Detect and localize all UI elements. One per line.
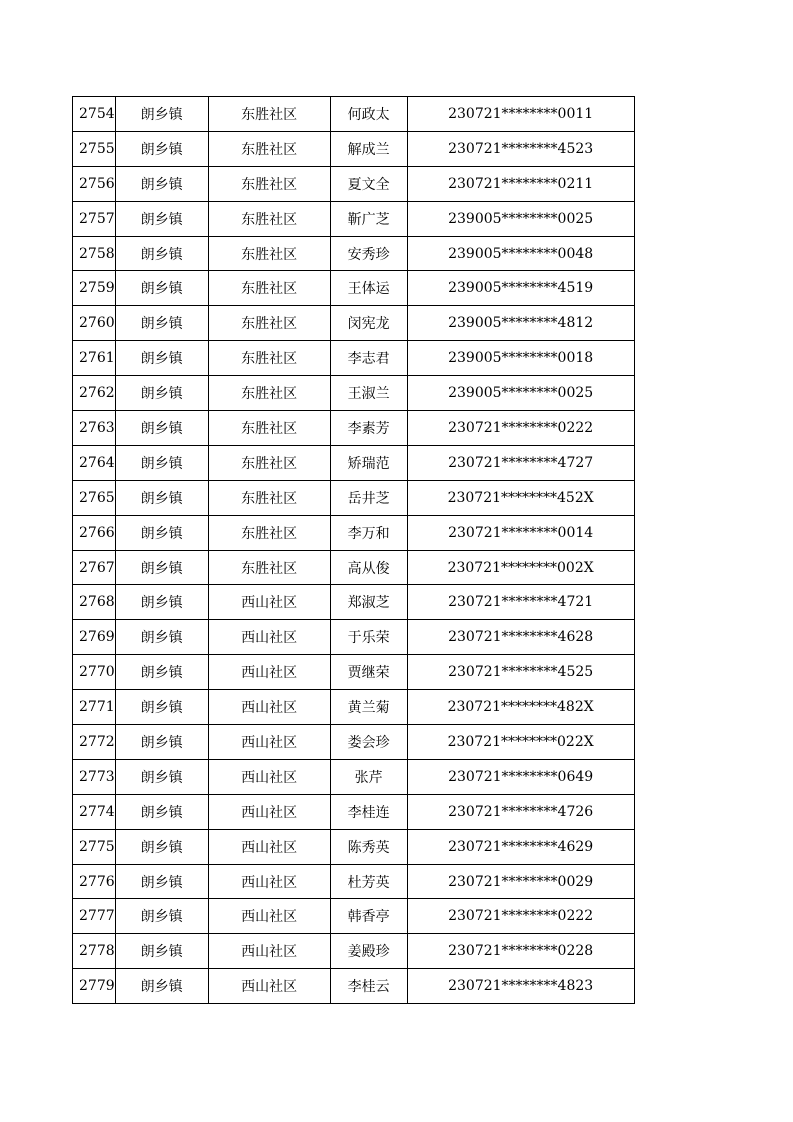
- row-number: 2758: [73, 236, 116, 271]
- table-row: [73, 759, 635, 794]
- community-cell: 东胜社区: [208, 341, 330, 376]
- row-number: 2779: [73, 969, 116, 1004]
- name-cell: 李桂连: [330, 794, 407, 829]
- name-cell: 黄兰菊: [330, 690, 407, 725]
- table-row: [73, 341, 635, 376]
- table-row: [73, 725, 635, 760]
- id-number-cell: 239005********0025: [407, 376, 634, 411]
- town-cell: 朗乡镇: [115, 480, 208, 515]
- community-cell: 西山社区: [208, 620, 330, 655]
- id-number-cell: 230721********4523: [407, 131, 634, 166]
- town-cell: 朗乡镇: [115, 794, 208, 829]
- name-cell: 靳广芝: [330, 201, 407, 236]
- row-number: 2756: [73, 166, 116, 201]
- table-row: [73, 515, 635, 550]
- town-cell: 朗乡镇: [115, 306, 208, 341]
- name-cell: 张芹: [330, 759, 407, 794]
- name-cell: 王淑兰: [330, 376, 407, 411]
- community-cell: 西山社区: [208, 829, 330, 864]
- table-row: [73, 97, 635, 132]
- table-row: [73, 271, 635, 306]
- id-number-cell: 230721********0211: [407, 166, 634, 201]
- name-cell: 陈秀英: [330, 829, 407, 864]
- table-row: [73, 166, 635, 201]
- name-cell: 矫瑞范: [330, 445, 407, 480]
- row-number: 2775: [73, 829, 116, 864]
- community-cell: 西山社区: [208, 794, 330, 829]
- id-number-cell: 239005********0025: [407, 201, 634, 236]
- table-row: [73, 306, 635, 341]
- town-cell: 朗乡镇: [115, 899, 208, 934]
- row-number: 2778: [73, 934, 116, 969]
- row-number: 2759: [73, 271, 116, 306]
- table-row: [73, 864, 635, 899]
- name-cell: 姜殿珍: [330, 934, 407, 969]
- id-number-cell: 230721********0649: [407, 759, 634, 794]
- id-number-cell: 230721********4525: [407, 655, 634, 690]
- town-cell: 朗乡镇: [115, 969, 208, 1004]
- id-number-cell: 230721********0014: [407, 515, 634, 550]
- row-number: 2766: [73, 515, 116, 550]
- name-cell: 夏文全: [330, 166, 407, 201]
- row-number: 2765: [73, 480, 116, 515]
- table-row: [73, 376, 635, 411]
- community-cell: 东胜社区: [208, 480, 330, 515]
- id-number-cell: 230721********0228: [407, 934, 634, 969]
- name-cell: 娄会珍: [330, 725, 407, 760]
- name-cell: 高从俊: [330, 550, 407, 585]
- town-cell: 朗乡镇: [115, 934, 208, 969]
- name-cell: 郑淑芝: [330, 585, 407, 620]
- community-cell: 东胜社区: [208, 306, 330, 341]
- town-cell: 朗乡镇: [115, 515, 208, 550]
- town-cell: 朗乡镇: [115, 97, 208, 132]
- table-row: [73, 131, 635, 166]
- table-row: [73, 899, 635, 934]
- town-cell: 朗乡镇: [115, 166, 208, 201]
- row-number: 2767: [73, 550, 116, 585]
- id-number-cell: 230721********4823: [407, 969, 634, 1004]
- table-row: [73, 550, 635, 585]
- community-cell: 东胜社区: [208, 550, 330, 585]
- town-cell: 朗乡镇: [115, 759, 208, 794]
- table-row: [73, 969, 635, 1004]
- community-cell: 西山社区: [208, 934, 330, 969]
- name-cell: 李志君: [330, 341, 407, 376]
- community-cell: 西山社区: [208, 690, 330, 725]
- name-cell: 岳井芝: [330, 480, 407, 515]
- id-number-cell: 239005********0048: [407, 236, 634, 271]
- community-cell: 东胜社区: [208, 131, 330, 166]
- id-number-cell: 230721********0029: [407, 864, 634, 899]
- id-number-cell: 230721********002X: [407, 550, 634, 585]
- table-row: [73, 445, 635, 480]
- table-row: [73, 585, 635, 620]
- row-number: 2761: [73, 341, 116, 376]
- name-cell: 于乐荣: [330, 620, 407, 655]
- town-cell: 朗乡镇: [115, 690, 208, 725]
- town-cell: 朗乡镇: [115, 655, 208, 690]
- row-number: 2757: [73, 201, 116, 236]
- name-cell: 何政太: [330, 97, 407, 132]
- name-cell: 韩香亭: [330, 899, 407, 934]
- id-number-cell: 230721********482X: [407, 690, 634, 725]
- community-cell: 西山社区: [208, 585, 330, 620]
- row-number: 2776: [73, 864, 116, 899]
- town-cell: 朗乡镇: [115, 411, 208, 446]
- town-cell: 朗乡镇: [115, 341, 208, 376]
- row-number: 2754: [73, 97, 116, 132]
- town-cell: 朗乡镇: [115, 445, 208, 480]
- row-number: 2768: [73, 585, 116, 620]
- community-cell: 西山社区: [208, 655, 330, 690]
- name-cell: 安秀珍: [330, 236, 407, 271]
- community-cell: 东胜社区: [208, 97, 330, 132]
- roster-table-body: [73, 97, 635, 1004]
- name-cell: 闵宪龙: [330, 306, 407, 341]
- community-cell: 西山社区: [208, 725, 330, 760]
- town-cell: 朗乡镇: [115, 585, 208, 620]
- id-number-cell: 230721********4727: [407, 445, 634, 480]
- town-cell: 朗乡镇: [115, 376, 208, 411]
- community-cell: 东胜社区: [208, 166, 330, 201]
- id-number-cell: 230721********4726: [407, 794, 634, 829]
- row-number: 2770: [73, 655, 116, 690]
- town-cell: 朗乡镇: [115, 131, 208, 166]
- id-number-cell: 230721********022X: [407, 725, 634, 760]
- table-row: [73, 794, 635, 829]
- row-number: 2774: [73, 794, 116, 829]
- id-number-cell: 230721********4721: [407, 585, 634, 620]
- id-number-cell: 230721********0011: [407, 97, 634, 132]
- community-cell: 东胜社区: [208, 445, 330, 480]
- community-cell: 西山社区: [208, 759, 330, 794]
- town-cell: 朗乡镇: [115, 550, 208, 585]
- table-row: [73, 655, 635, 690]
- community-cell: 东胜社区: [208, 236, 330, 271]
- table-row: [73, 620, 635, 655]
- id-number-cell: 230721********0222: [407, 411, 634, 446]
- row-number: 2769: [73, 620, 116, 655]
- name-cell: 李桂云: [330, 969, 407, 1004]
- table-row: [73, 690, 635, 725]
- town-cell: 朗乡镇: [115, 236, 208, 271]
- community-cell: 西山社区: [208, 864, 330, 899]
- roster-table: [72, 96, 635, 1004]
- id-number-cell: 239005********4812: [407, 306, 634, 341]
- id-number-cell: 230721********0222: [407, 899, 634, 934]
- community-cell: 西山社区: [208, 969, 330, 1004]
- row-number: 2762: [73, 376, 116, 411]
- table-row: [73, 480, 635, 515]
- name-cell: 贾继荣: [330, 655, 407, 690]
- community-cell: 东胜社区: [208, 411, 330, 446]
- table-row: [73, 829, 635, 864]
- town-cell: 朗乡镇: [115, 271, 208, 306]
- community-cell: 西山社区: [208, 899, 330, 934]
- id-number-cell: 230721********4629: [407, 829, 634, 864]
- name-cell: 王体运: [330, 271, 407, 306]
- row-number: 2772: [73, 725, 116, 760]
- town-cell: 朗乡镇: [115, 725, 208, 760]
- row-number: 2777: [73, 899, 116, 934]
- row-number: 2773: [73, 759, 116, 794]
- table-row: [73, 411, 635, 446]
- town-cell: 朗乡镇: [115, 864, 208, 899]
- row-number: 2760: [73, 306, 116, 341]
- community-cell: 东胜社区: [208, 201, 330, 236]
- name-cell: 李素芳: [330, 411, 407, 446]
- town-cell: 朗乡镇: [115, 829, 208, 864]
- id-number-cell: 239005********4519: [407, 271, 634, 306]
- community-cell: 东胜社区: [208, 376, 330, 411]
- community-cell: 东胜社区: [208, 515, 330, 550]
- row-number: 2764: [73, 445, 116, 480]
- town-cell: 朗乡镇: [115, 201, 208, 236]
- table-row: [73, 934, 635, 969]
- row-number: 2763: [73, 411, 116, 446]
- id-number-cell: 230721********452X: [407, 480, 634, 515]
- table-row: [73, 236, 635, 271]
- community-cell: 东胜社区: [208, 271, 330, 306]
- row-number: 2771: [73, 690, 116, 725]
- town-cell: 朗乡镇: [115, 620, 208, 655]
- table-row: [73, 201, 635, 236]
- row-number: 2755: [73, 131, 116, 166]
- name-cell: 解成兰: [330, 131, 407, 166]
- id-number-cell: 230721********4628: [407, 620, 634, 655]
- name-cell: 李万和: [330, 515, 407, 550]
- id-number-cell: 239005********0018: [407, 341, 634, 376]
- name-cell: 杜芳英: [330, 864, 407, 899]
